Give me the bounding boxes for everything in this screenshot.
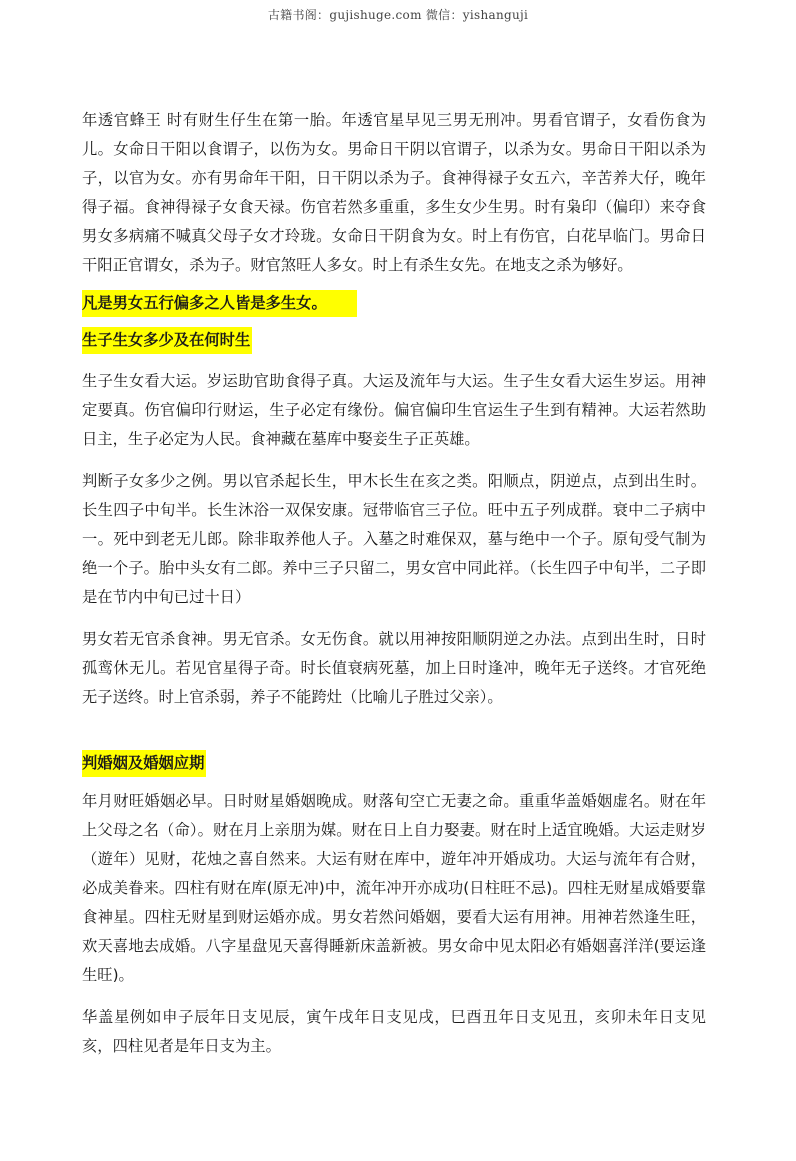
paragraph-marriage-rules: 年月财旺婚姻必早。日时财星婚姻晚成。财落旬空亡无妻之命。重重华盖婚姻虚名。财在年上父母之名（命）。财在月上亲朋为媒。财在日上自力娶妻。财在时上适宜晚婚。大运走财岁（遊年）见财，花烛之喜自然来。大运有财在库中，遊年冲开婚成功。大运与流年有合财，必成美眷来。四柱有财在库(原无冲)中，流年冲开亦成功(日柱旺不忌)。四柱无财星成婚要靠食神星。四柱无财星到财运婚亦成。男女若然问婚姻，要看大运有用神。用神若然逢生旺，欢天喜地去成婚。八字星盘见天喜得睡新床盖新被。男女命中见太阳必有婚姻喜洋洋(要运逢生旺)。: [82, 792, 706, 984]
paragraph-children-count-examples: 判断子女多少之例。男以官杀起长生，甲木长生在亥之类。阳顺点，阴逆点，点到出生时。长生四子中旬半。长生沐浴一双保安康。冠带临官三子位。旺中五子列成群。衰中二子病中一。死中到老无儿郎。除非取养他人子。入墓之时难保双，墓与绝中一个子。原旬受气制为绝一个子。胎中头女有二郎。养中三子只留二，男女宫中同此祥。（长生四子中旬半，二子即是在节内中旬已过十日）: [82, 472, 706, 606]
paragraph-children-by-luck: 生子生女看大运。岁运助官助食得子真。大运及流年与大运。生子生女看大运生岁运。用神定要真。伤官偏印行财运，生子必定有缘份。偏官偏印生官运生子生到有精神。大运若然助日主，生子必定为人民。食神藏在墓库中娶妾生子正英雄。: [82, 372, 706, 448]
section-heading-marriage: 判婚姻及婚姻应期: [82, 750, 206, 777]
page-header: 古籍书阁：gujishuge.com 微信：yishanguji: [267, 8, 529, 22]
highlighted-note-five-elements: 凡是男女五行偏多之人皆是多生女。: [82, 290, 357, 317]
section-heading-children-timing: 生子生女多少及在何时生: [82, 327, 252, 354]
paragraph-huagai-star: 华盖星例如申子辰年日支见辰，寅午戌年日支见戌，巳酉丑年日支见丑，亥卯未年日支见亥，四柱见者是年日支为主。: [82, 1008, 706, 1055]
paragraph-no-official-killing: 男女若无官杀食神。男无官杀。女无伤食。就以用神按阳顺阴逆之办法。点到出生时，日时孤鸾休无儿。若见官星得子奇。时长值衰病死墓，加上日时逢冲，晚年无子送终。才官死绝无子送终。时上官杀弱，养子不能跨灶（比喻儿子胜过父亲）。: [82, 630, 706, 706]
paragraph-children-by-stars: 年透官蜂王 时有财生仔生在第一胎。年透官星早见三男无刑冲。男看官谓子，女看伤食为儿。女命日干阳以食谓子，以伤为女。男命日干阴以官谓子，以杀为女。男命日干阳以杀为子，以官为女。亦有男命年干阳，日干阴以杀为子。食神得禄子女五六，辛苦养大仔，晚年得子福。食神得禄子女食天禄。伤官若然多重重，多生女少生男。时有枭印（偏印）来夺食男女多病痛不喊真父母子女才玲珑。女命日干阴食为女。时上有伤官，白花早临门。男命日干阳正官谓女，杀为子。财官煞旺人多女。时上有杀生女先。在地支之杀为够好。: [82, 111, 706, 274]
document-body: [82, 106, 706, 1061]
